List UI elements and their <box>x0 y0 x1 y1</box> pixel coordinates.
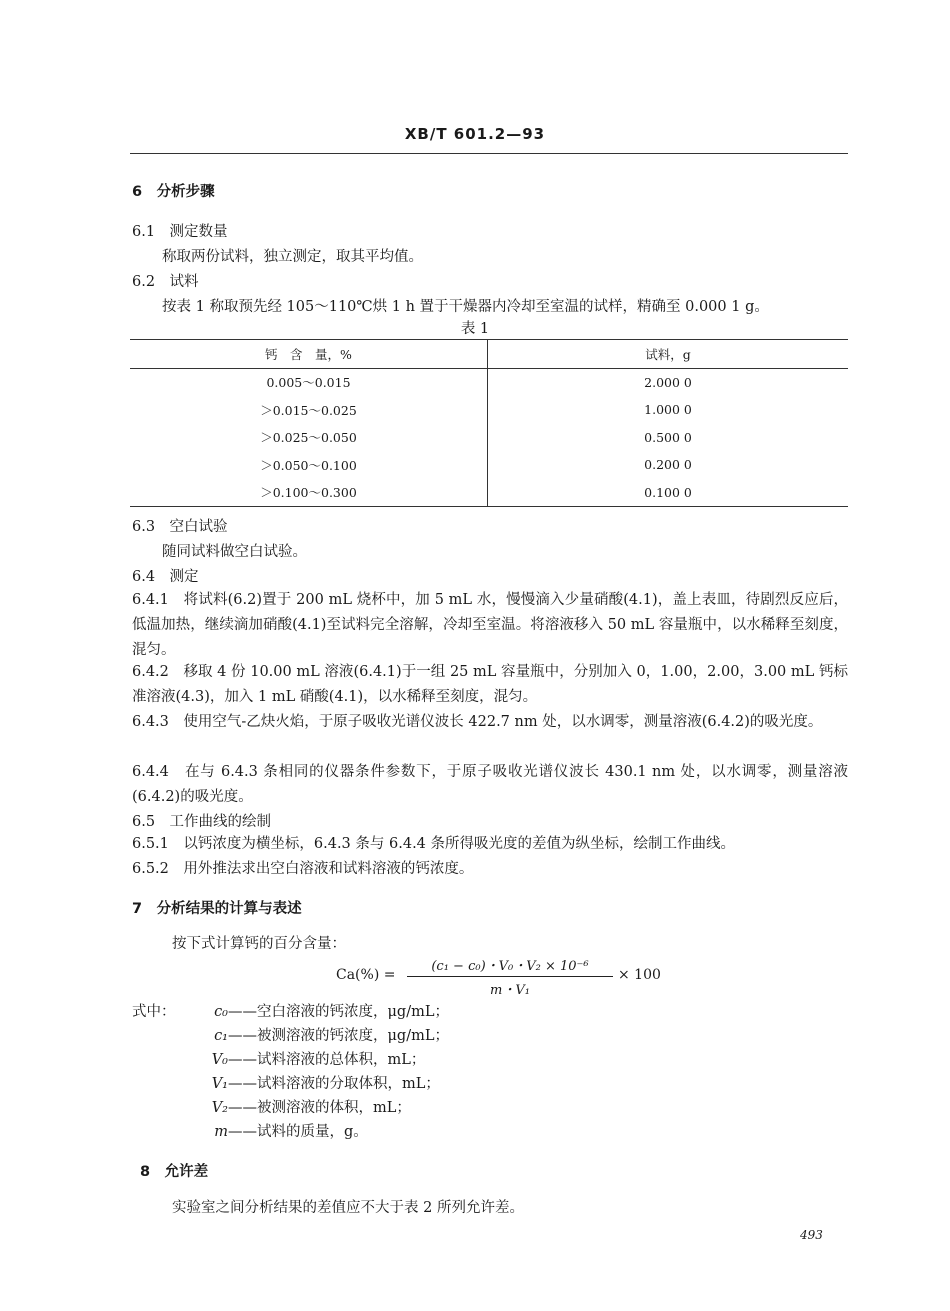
variable-symbol: V₂ <box>211 1100 228 1116</box>
formula-rhs: × 100 <box>618 967 661 983</box>
table-row <box>130 424 848 452</box>
paragraph-6-4-4: 6.4.4 在与 6.4.3 条相同的仪器条件参数下，于原子吸收光谱仪波长 430.1 nm 处，以水调零，测量溶液(6.4.2)的吸光度。 <box>132 764 848 805</box>
variable-symbol: c₁ <box>214 1028 228 1044</box>
variable-description: ——被测溶液的钙浓度，μg/mL； <box>228 1028 449 1044</box>
standard-code-header: XB/T 601.2—93 <box>404 125 546 143</box>
cell-sample-mass: 2.000 0 <box>644 374 692 390</box>
section-8-title: 8 允许差 <box>140 1164 209 1180</box>
formula-lhs: Ca(%) = <box>336 967 396 983</box>
variable-symbol: V₀ <box>211 1052 228 1068</box>
table-1 <box>130 339 848 507</box>
section-6-title: 6 分析步骤 <box>132 184 215 200</box>
section-7-title: 7 分析结果的计算与表述 <box>132 901 302 917</box>
table-header-row <box>130 340 848 369</box>
formula-fraction <box>407 955 613 998</box>
section-6-5-title: 6.5 工作曲线的绘制 <box>132 814 272 830</box>
cell-sample-mass: 0.500 0 <box>644 429 692 445</box>
table-row <box>130 368 848 396</box>
cell-content-range: ＞0.050～0.100 <box>130 451 488 479</box>
paragraph-6-4-3: 6.4.3 使用空气-乙炔火焰，于原子吸收光谱仪波长 422.7 nm 处，以水调零，测量溶液(6.4.2)的吸光度。 <box>132 714 823 730</box>
variable-item <box>182 1072 440 1093</box>
variable-symbol: V₁ <box>211 1076 228 1092</box>
paragraph-6-5-2: 6.5.2 用外推法求出空白溶液和试料溶液的钙浓度。 <box>132 861 474 877</box>
variable-symbol: c₀ <box>214 1004 228 1020</box>
paragraph-6-5-1: 6.5.1 以钙浓度为横坐标，6.4.3 条与 6.4.4 条所得吸光度的差值为纵坐标，绘制工作曲线。 <box>132 836 736 852</box>
section-8-body: 实验室之间分析结果的差值应不大于表 2 所列允许差。 <box>172 1200 524 1216</box>
table-1-caption: 表 1 <box>460 321 490 337</box>
cell-sample-mass: 1.000 0 <box>644 402 692 418</box>
header-rule <box>130 153 848 154</box>
variable-description: ——试料的质量，g。 <box>228 1124 368 1140</box>
formula-numerator: (c₁ − c₀)・V₀・V₂ × 10⁻⁶ <box>431 959 589 974</box>
variable-description: ——空白溶液的钙浓度，μg/mL； <box>228 1004 449 1020</box>
where-label: 式中： <box>132 1004 176 1020</box>
cell-sample-mass: 0.200 0 <box>644 457 692 473</box>
section-6-3-body: 随同试料做空白试验。 <box>162 544 307 560</box>
fraction-bar <box>407 976 613 977</box>
paragraph-6-4-2: 6.4.2 移取 4 份 10.00 mL 溶液(6.4.1)于一组 25 mL 容量瓶中，分别加入 0，1.00，2.00，3.00 mL 钙标准溶液(4.3)，加入 1 mL 硝酸(4.1)，以水稀释至刻度，混匀。 <box>132 664 848 705</box>
section-6-2-title: 6.2 试料 <box>132 274 199 290</box>
variable-description: ——被测溶液的体积，mL； <box>228 1100 411 1116</box>
section-6-1-title: 6.1 测定数量 <box>132 224 228 240</box>
cell-content-range: 0.005～0.015 <box>130 368 488 396</box>
section-6-4-title: 6.4 测定 <box>132 569 199 585</box>
section-6-1-body: 称取两份试料，独立测定，取其平均值。 <box>162 249 423 265</box>
variable-item <box>182 1096 411 1117</box>
cell-sample-mass: 0.100 0 <box>644 484 692 500</box>
variable-item <box>182 1048 425 1069</box>
cell-content-range: ＞0.025～0.050 <box>130 424 488 452</box>
table-row <box>130 451 848 479</box>
variable-item <box>182 1120 368 1141</box>
header-sample-mass: 试料，g <box>645 346 691 362</box>
header-calcium-content: 钙 含 量，% <box>130 340 488 369</box>
variable-symbol: m <box>214 1124 228 1140</box>
paragraph-6-4-1: 6.4.1 将试料(6.2)置于 200 mL 烧杯中，加 5 mL 水，慢慢滴入少量硝酸(4.1)，盖上表皿，待剧烈反应后，低温加热，继续滴加硝酸(4.1)至试料完全溶解，冷却至室温。将溶液移入 50 mL 容量瓶中，以水稀释至刻度，混匀。 <box>132 592 848 658</box>
variable-item <box>182 1024 449 1045</box>
cell-content-range: ＞0.015～0.025 <box>130 396 488 424</box>
section-6-3-title: 6.3 空白试验 <box>132 519 228 535</box>
variable-description: ——试料溶液的总体积，mL； <box>228 1052 426 1068</box>
table-row <box>130 396 848 424</box>
cell-content-range: ＞0.100～0.300 <box>130 479 488 507</box>
section-6-2-body: 按表 1 称取预先经 105～110℃烘 1 h 置于干燥器内冷却至室温的试样，精确至 0.000 1 g。 <box>162 299 769 315</box>
formula-intro: 按下式计算钙的百分含量： <box>172 936 346 952</box>
variable-description: ——试料溶液的分取体积，mL； <box>228 1076 440 1092</box>
table-row <box>130 479 848 507</box>
formula-denominator: m・V₁ <box>490 983 530 998</box>
variable-item <box>182 1000 449 1021</box>
page-number: 493 <box>800 1228 823 1242</box>
